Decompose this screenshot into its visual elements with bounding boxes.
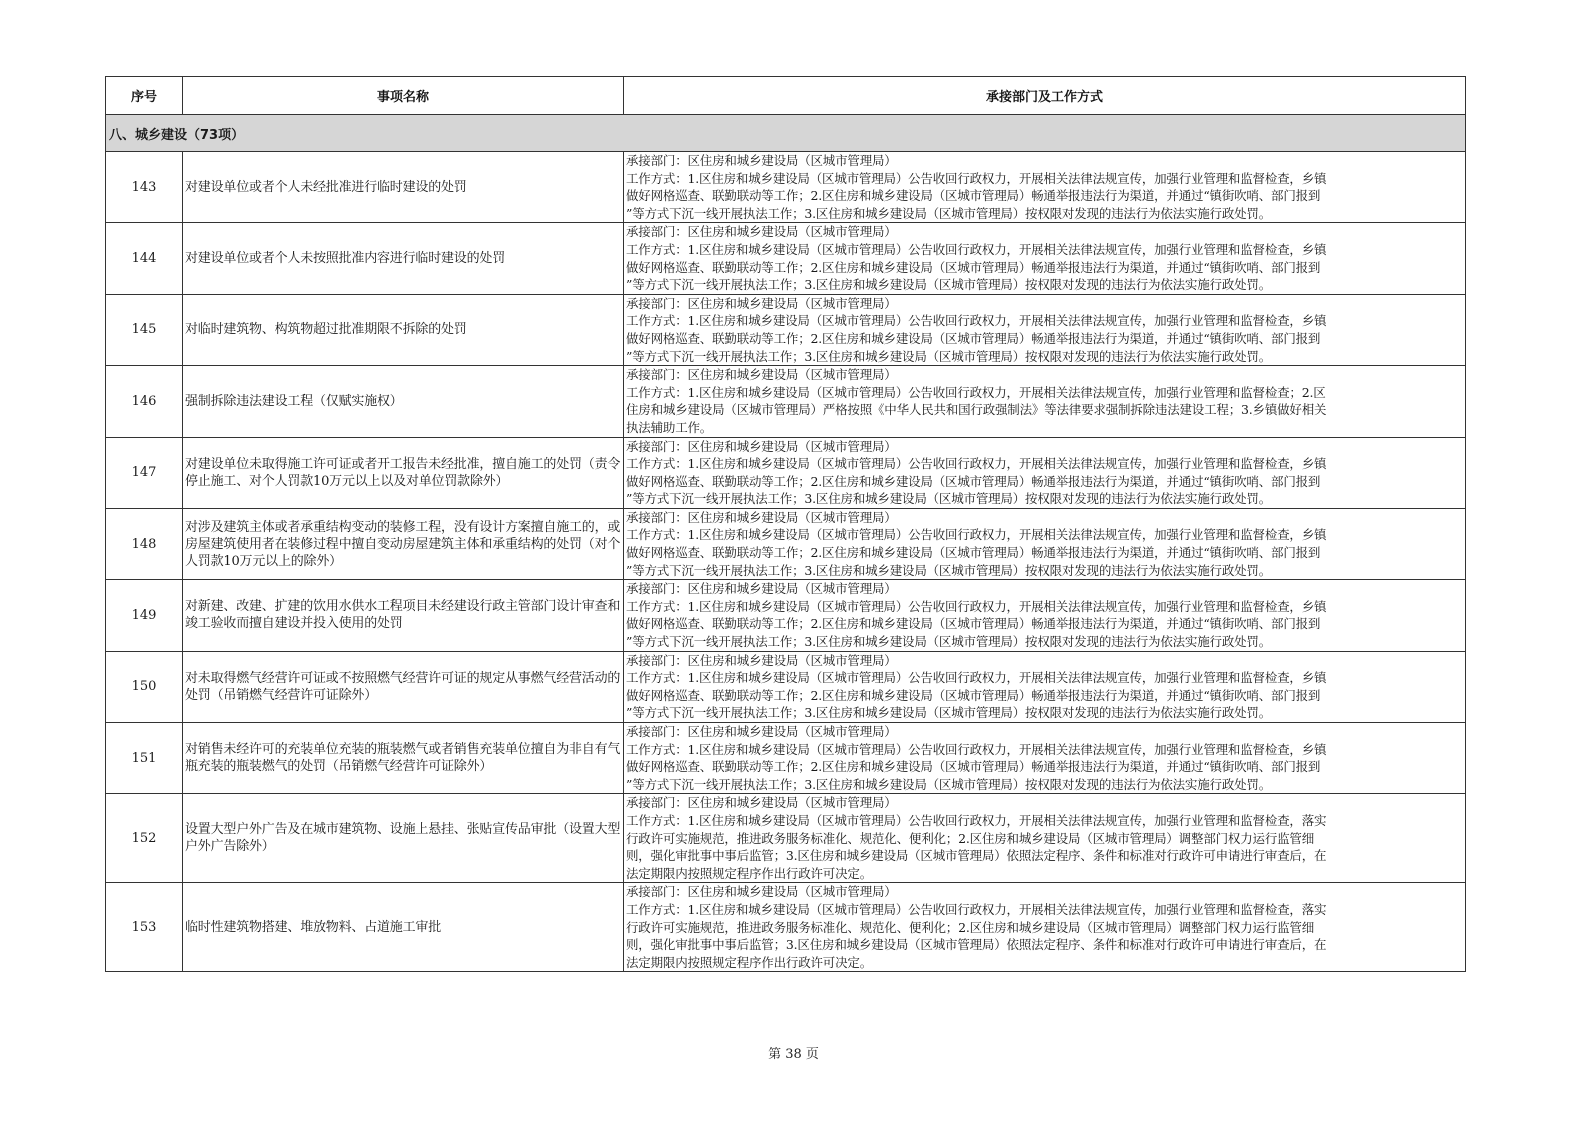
item-number: 151 bbox=[106, 723, 183, 794]
table-row bbox=[106, 223, 1466, 294]
item-name: 对临时建筑物、构筑物超过批准期限不拆除的处罚 bbox=[183, 294, 624, 365]
item-name: 临时性建筑物搭建、堆放物料、占道施工审批 bbox=[183, 883, 624, 972]
department-method-line: 承接部门：区住房和城乡建设局（区城市管理局） bbox=[626, 795, 897, 811]
department-method-line: ”等方式下沉一线开展执法工作；3.区住房和城乡建设局（区城市管理局）按权限对发现的违法行为依法实施行政处罚。 bbox=[626, 776, 1272, 792]
department-method-line: 行政许可实施规范，推进政务服务标准化、规范化、便利化；2.区住房和城乡建设局（区城市管理局）调整部门权力运行监管细 bbox=[626, 919, 1315, 935]
department-method-line: 法定期限内按照规定程序作出行政许可决定。 bbox=[626, 865, 873, 881]
department-method-line: 承接部门：区住房和城乡建设局（区城市管理局） bbox=[626, 367, 897, 383]
item-number: 150 bbox=[106, 651, 183, 722]
department-method bbox=[624, 580, 1466, 651]
department-method-line: 承接部门：区住房和城乡建设局（区城市管理局） bbox=[626, 295, 897, 311]
department-method-line: 工作方式：1.区住房和城乡建设局（区城市管理局）公告收回行政权力，开展相关法律法规宣传，加强行业管理和监督检查，乡镇 bbox=[626, 241, 1327, 257]
department-method bbox=[624, 723, 1466, 794]
item-number: 146 bbox=[106, 366, 183, 437]
header-department-method: 承接部门及工作方式 bbox=[624, 77, 1466, 115]
department-method-line: 执法辅助工作。 bbox=[626, 419, 713, 435]
header-no: 序号 bbox=[106, 77, 183, 115]
department-method bbox=[624, 883, 1466, 972]
department-method-line: 则，强化审批事中事后监管；3.区住房和城乡建设局（区城市管理局）依照法定程序、条件和标准对行政许可申请进行审查后，在 bbox=[626, 937, 1327, 953]
department-method-line: 工作方式：1.区住房和城乡建设局（区城市管理局）公告收回行政权力，开展相关法律法规宣传，加强行业管理和监督检查，乡镇 bbox=[626, 670, 1327, 686]
header-item-name: 事项名称 bbox=[183, 77, 624, 115]
item-name: 对未取得燃气经营许可证或不按照燃气经营许可证的规定从事燃气经营活动的处罚（吊销燃气经营许可证除外） bbox=[183, 651, 624, 722]
items-table bbox=[105, 76, 1466, 972]
department-method bbox=[624, 508, 1466, 579]
department-method-line: 承接部门：区住房和城乡建设局（区城市管理局） bbox=[626, 509, 897, 525]
table-row bbox=[106, 883, 1466, 972]
table-row bbox=[106, 794, 1466, 883]
department-method-line: 承接部门：区住房和城乡建设局（区城市管理局） bbox=[626, 438, 897, 454]
item-name: 对建设单位或者个人未经批准进行临时建设的处罚 bbox=[183, 152, 624, 223]
department-method bbox=[624, 294, 1466, 365]
item-number: 152 bbox=[106, 794, 183, 883]
page-number: 第 38 页 bbox=[768, 1047, 819, 1062]
department-method-line: 则，强化审批事中事后监管；3.区住房和城乡建设局（区城市管理局）依照法定程序、条件和标准对行政许可申请进行审查后，在 bbox=[626, 848, 1327, 864]
department-method-line: 工作方式：1.区住房和城乡建设局（区城市管理局）公告收回行政权力，开展相关法律法规宣传，加强行业管理和监督检查，乡镇 bbox=[626, 598, 1327, 614]
table-body bbox=[106, 115, 1466, 972]
item-number: 145 bbox=[106, 294, 183, 365]
table-row bbox=[106, 152, 1466, 223]
department-method-line: 工作方式：1.区住房和城乡建设局（区城市管理局）公告收回行政权力，开展相关法律法规宣传，加强行业管理和监督检查，乡镇 bbox=[626, 170, 1327, 186]
department-method-line: 承接部门：区住房和城乡建设局（区城市管理局） bbox=[626, 652, 897, 668]
department-method-line: ”等方式下沉一线开展执法工作；3.区住房和城乡建设局（区城市管理局）按权限对发现的违法行为依法实施行政处罚。 bbox=[626, 205, 1272, 221]
table-row bbox=[106, 508, 1466, 579]
table-row bbox=[106, 366, 1466, 437]
department-method-line: 做好网格巡查、联勤联动等工作；2.区住房和城乡建设局（区城市管理局）畅通举报违法行为渠道，并通过“镇街吹哨、部门报到 bbox=[626, 188, 1321, 204]
department-method-line: 工作方式：1.区住房和城乡建设局（区城市管理局）公告收回行政权力，开展相关法律法规宣传，加强行业管理和监督检查；2.区 bbox=[626, 384, 1326, 400]
department-method-line: 做好网格巡查、联勤联动等工作；2.区住房和城乡建设局（区城市管理局）畅通举报违法行为渠道，并通过“镇街吹哨、部门报到 bbox=[626, 687, 1321, 703]
item-number: 148 bbox=[106, 508, 183, 579]
department-method-line: 做好网格巡查、联勤联动等工作；2.区住房和城乡建设局（区城市管理局）畅通举报违法行为渠道，并通过“镇街吹哨、部门报到 bbox=[626, 616, 1321, 632]
item-number: 153 bbox=[106, 883, 183, 972]
department-method bbox=[624, 651, 1466, 722]
department-method bbox=[624, 794, 1466, 883]
department-method-line: 承接部门：区住房和城乡建设局（区城市管理局） bbox=[626, 153, 897, 168]
table-row bbox=[106, 437, 1466, 508]
item-number: 144 bbox=[106, 223, 183, 294]
department-method-line: ”等方式下沉一线开展执法工作；3.区住房和城乡建设局（区城市管理局）按权限对发现的违法行为依法实施行政处罚。 bbox=[626, 705, 1272, 721]
item-name: 设置大型户外广告及在城市建筑物、设施上悬挂、张贴宣传品审批（设置大型户外广告除外） bbox=[183, 794, 624, 883]
department-method-line: 工作方式：1.区住房和城乡建设局（区城市管理局）公告收回行政权力，开展相关法律法规宣传，加强行业管理和监督检查，落实 bbox=[626, 901, 1327, 917]
department-method-line: 做好网格巡查、联勤联动等工作；2.区住房和城乡建设局（区城市管理局）畅通举报违法行为渠道，并通过“镇街吹哨、部门报到 bbox=[626, 330, 1321, 346]
section-title: 八、城乡建设（73项） bbox=[106, 115, 1466, 152]
item-name: 强制拆除违法建设工程（仅赋实施权） bbox=[183, 366, 624, 437]
department-method-line: 承接部门：区住房和城乡建设局（区城市管理局） bbox=[626, 724, 897, 739]
item-name: 对涉及建筑主体或者承重结构变动的装修工程，没有设计方案擅自施工的，或房屋建筑使用者在装修过程中擅自变动房屋建筑主体和承重结构的处罚（对个人罚款10万元以上的除外） bbox=[183, 508, 624, 579]
department-method-line: 承接部门：区住房和城乡建设局（区城市管理局） bbox=[626, 581, 897, 597]
department-method bbox=[624, 223, 1466, 294]
item-number: 147 bbox=[106, 437, 183, 508]
department-method-line: 工作方式：1.区住房和城乡建设局（区城市管理局）公告收回行政权力，开展相关法律法规宣传，加强行业管理和监督检查，乡镇 bbox=[626, 527, 1327, 543]
item-name: 对新建、改建、扩建的饮用水供水工程项目未经建设行政主管部门设计审查和竣工验收而擅自建设并投入使用的处罚 bbox=[183, 580, 624, 651]
department-method-line: ”等方式下沉一线开展执法工作；3.区住房和城乡建设局（区城市管理局）按权限对发现的违法行为依法实施行政处罚。 bbox=[626, 562, 1272, 578]
department-method-line: ”等方式下沉一线开展执法工作；3.区住房和城乡建设局（区城市管理局）按权限对发现的违法行为依法实施行政处罚。 bbox=[626, 277, 1272, 293]
department-method-line: 行政许可实施规范，推进政务服务标准化、规范化、便利化；2.区住房和城乡建设局（区城市管理局）调整部门权力运行监管细 bbox=[626, 830, 1315, 846]
department-method-line: ”等方式下沉一线开展执法工作；3.区住房和城乡建设局（区城市管理局）按权限对发现的违法行为依法实施行政处罚。 bbox=[626, 634, 1272, 650]
item-name: 对建设单位未取得施工许可证或者开工报告未经批准，擅自施工的处罚（责令停止施工、对个人罚款10万元以上以及对单位罚款除外） bbox=[183, 437, 624, 508]
department-method-line: 承接部门：区住房和城乡建设局（区城市管理局） bbox=[626, 224, 897, 240]
department-method-line: 做好网格巡查、联勤联动等工作；2.区住房和城乡建设局（区城市管理局）畅通举报违法行为渠道，并通过“镇街吹哨、部门报到 bbox=[626, 545, 1321, 561]
department-method-line: 住房和城乡建设局（区城市管理局）严格按照《中华人民共和国行政强制法》等法律要求强制拆除违法建设工程；3.乡镇做好相关 bbox=[626, 402, 1327, 418]
department-method-line: ”等方式下沉一线开展执法工作；3.区住房和城乡建设局（区城市管理局）按权限对发现的违法行为依法实施行政处罚。 bbox=[626, 491, 1272, 507]
department-method-line: 工作方式：1.区住房和城乡建设局（区城市管理局）公告收回行政权力，开展相关法律法规宣传，加强行业管理和监督检查，乡镇 bbox=[626, 313, 1327, 329]
item-number: 149 bbox=[106, 580, 183, 651]
section-row bbox=[106, 115, 1466, 152]
department-method-line: 工作方式：1.区住房和城乡建设局（区城市管理局）公告收回行政权力，开展相关法律法规宣传，加强行业管理和监督检查，乡镇 bbox=[626, 741, 1327, 757]
department-method-line: 承接部门：区住房和城乡建设局（区城市管理局） bbox=[626, 884, 897, 900]
department-method-line: 做好网格巡查、联勤联动等工作；2.区住房和城乡建设局（区城市管理局）畅通举报违法行为渠道，并通过“镇街吹哨、部门报到 bbox=[626, 473, 1321, 489]
item-number: 143 bbox=[106, 152, 183, 223]
department-method-line: 法定期限内按照规定程序作出行政许可决定。 bbox=[626, 954, 873, 970]
department-method-line: ”等方式下沉一线开展执法工作；3.区住房和城乡建设局（区城市管理局）按权限对发现的违法行为依法实施行政处罚。 bbox=[626, 348, 1272, 364]
item-name: 对建设单位或者个人未按照批准内容进行临时建设的处罚 bbox=[183, 223, 624, 294]
department-method bbox=[624, 152, 1466, 223]
table-header-row bbox=[106, 77, 1466, 115]
department-method-line: 工作方式：1.区住房和城乡建设局（区城市管理局）公告收回行政权力，开展相关法律法规宣传，加强行业管理和监督检查，落实 bbox=[626, 812, 1327, 828]
table-row bbox=[106, 651, 1466, 722]
department-method-line: 做好网格巡查、联勤联动等工作；2.区住房和城乡建设局（区城市管理局）畅通举报违法行为渠道，并通过“镇街吹哨、部门报到 bbox=[626, 259, 1321, 275]
department-method-line: 工作方式：1.区住房和城乡建设局（区城市管理局）公告收回行政权力，开展相关法律法规宣传，加强行业管理和监督检查，乡镇 bbox=[626, 456, 1327, 472]
department-method-line: 做好网格巡查、联勤联动等工作；2.区住房和城乡建设局（区城市管理局）畅通举报违法行为渠道，并通过“镇街吹哨、部门报到 bbox=[626, 759, 1321, 775]
table-row bbox=[106, 580, 1466, 651]
table-row bbox=[106, 723, 1466, 794]
table-row bbox=[106, 294, 1466, 365]
department-method bbox=[624, 366, 1466, 437]
item-name: 对销售未经许可的充装单位充装的瓶装燃气或者销售充装单位擅自为非自有气瓶充装的瓶装燃气的处罚（吊销燃气经营许可证除外） bbox=[183, 723, 624, 794]
department-method bbox=[624, 437, 1466, 508]
